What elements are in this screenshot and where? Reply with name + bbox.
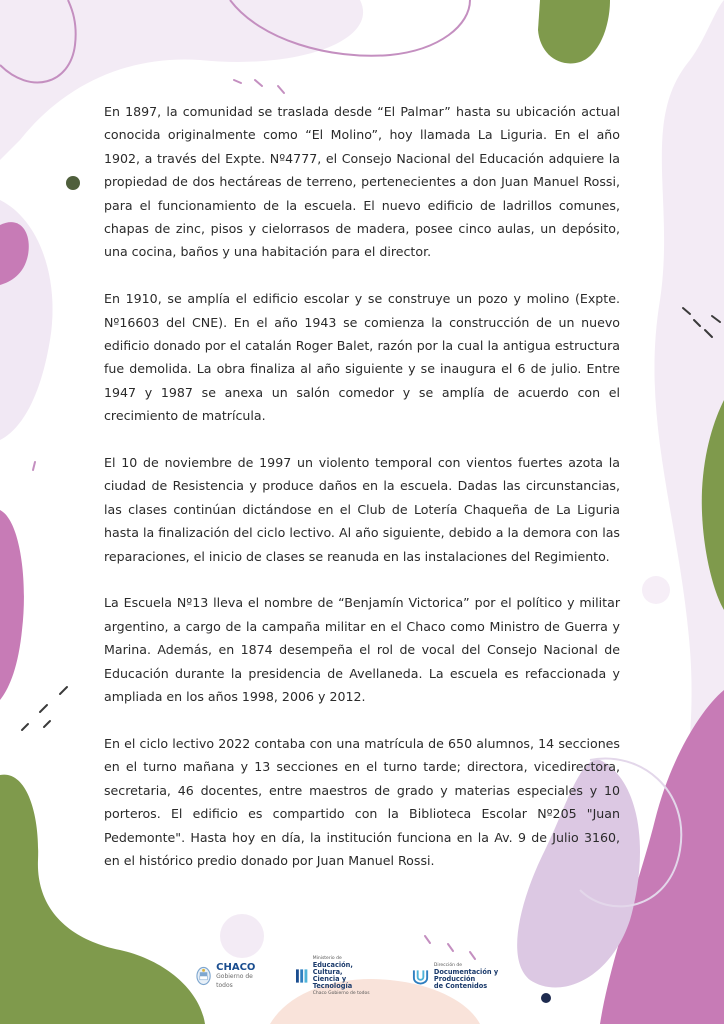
ministry-post: Chaco Gobierno de todos — [312, 991, 370, 996]
footer-logos — [196, 956, 536, 996]
ministry-pre: Ministerio de — [312, 956, 342, 961]
chaco-name: CHACO — [216, 961, 256, 973]
direction-pre: Dirección de — [433, 963, 463, 968]
bg-circle-lilac-right — [642, 576, 670, 604]
ministry-line2: Ciencia y Tecnología — [312, 975, 353, 990]
paragraph-5: En el ciclo lectivo 2022 contaba con una matrícula de 650 alumnos, 14 secciones en el turno mañana y 13 secciones en el turno tarde; directora, vicedirectora, secretaria, 46 docentes, entre maestros de grado y materias especiales y 10 porteros. El edificio es compartido con la Biblioteca Escolar Nº205 "Juan Pedemonte". Hasta hoy en día, la institución funciona en la Av. 9 de Julio 3160, en el histórico predio donado por Juan Manuel Rossi. — [104, 735, 620, 868]
bg-tick-left — [33, 462, 35, 470]
bg-dashes-bottom — [425, 936, 475, 959]
bg-circle-lilac — [220, 914, 264, 958]
direction-line1: Documentación y Producción — [433, 968, 499, 983]
bg-magenta-left — [0, 510, 24, 700]
ministry-line1: Educación, Cultura, — [312, 961, 353, 976]
chaco-tagline: Gobierno de todos — [216, 972, 253, 989]
direction-line2: de Contenidos — [433, 982, 488, 990]
paragraph-4: La Escuela Nº13 lleva el nombre de “Benjamín Victorica” por el político y militar argentino, a cargo de la campaña militar en el Chaco como Ministro de Guerra y Marina. Además, en 1874 desempeña el rol de vocal del Consejo Nacional de Educación durante la presidencia de Avellaneda. La escuela es refaccionada y ampliada en los años 1998, 2006 y 2012. — [104, 595, 620, 705]
document-body — [104, 100, 620, 896]
paragraph-2: En 1910, se amplía el edificio escolar y se construye un pozo y molino (Expte. Nº16603 del CNE). En el año 1943 se comienza la construcción de un nuevo edificio donado por el catalán Roger Balet, razón por la cual la antigua estructura fue demolida. La obra finaliza al año siguiente y se inaugura el 6 de julio. Entre 1947 y 1987 se anexa un salón comedor y se amplía de acuerdo con el crecimiento de matrícula. — [104, 291, 620, 424]
bg-green-top — [538, 0, 610, 63]
paragraph-3: El 10 de noviembre de 1997 un violento temporal con vientos fuertes azota la ciudad de Resistencia y produce daños en la escuela. Dadas las circunstancias, las clases continúan dictándose en el Club de Lotería Chaqueña de La Liguria hasta la finalización del ciclo lectivo. Al año siguiente, debido a la demora con las reparaciones, el inicio de clases se reanuda en las instalaciones del Regimiento. — [104, 455, 620, 564]
chaco-logo — [196, 963, 268, 990]
bg-dashes-left — [22, 687, 67, 730]
bg-dashes-top — [234, 80, 284, 93]
bg-dot-green — [66, 176, 80, 190]
direction-logo — [412, 962, 536, 990]
ministry-logo — [296, 955, 384, 997]
chaco-emblem-icon — [196, 966, 211, 986]
paragraph-1: En 1897, la comunidad se traslada desde “El Palmar” hasta su ubicación actual conocida originalmente como “El Molino”, hoy llamada La Liguria. En el año 1902, a través del Expte. Nº4777, el Consejo Nacional del Educación adquiere la propiedad de dos hectáreas de terreno, pertenecientes a don Juan Manuel Rossi, para el funcionamiento de la escuela. El nuevo edificio de ladrillos comunes, chapas de zinc, pisos y cielorrasos de madera, posee cinco aulas, un depósito, una cocina, baños y una habitación para el director. — [104, 104, 620, 260]
ministry-bars-icon — [296, 967, 307, 985]
bg-dot-navy — [541, 993, 551, 1003]
direction-emblem-icon — [412, 967, 429, 985]
